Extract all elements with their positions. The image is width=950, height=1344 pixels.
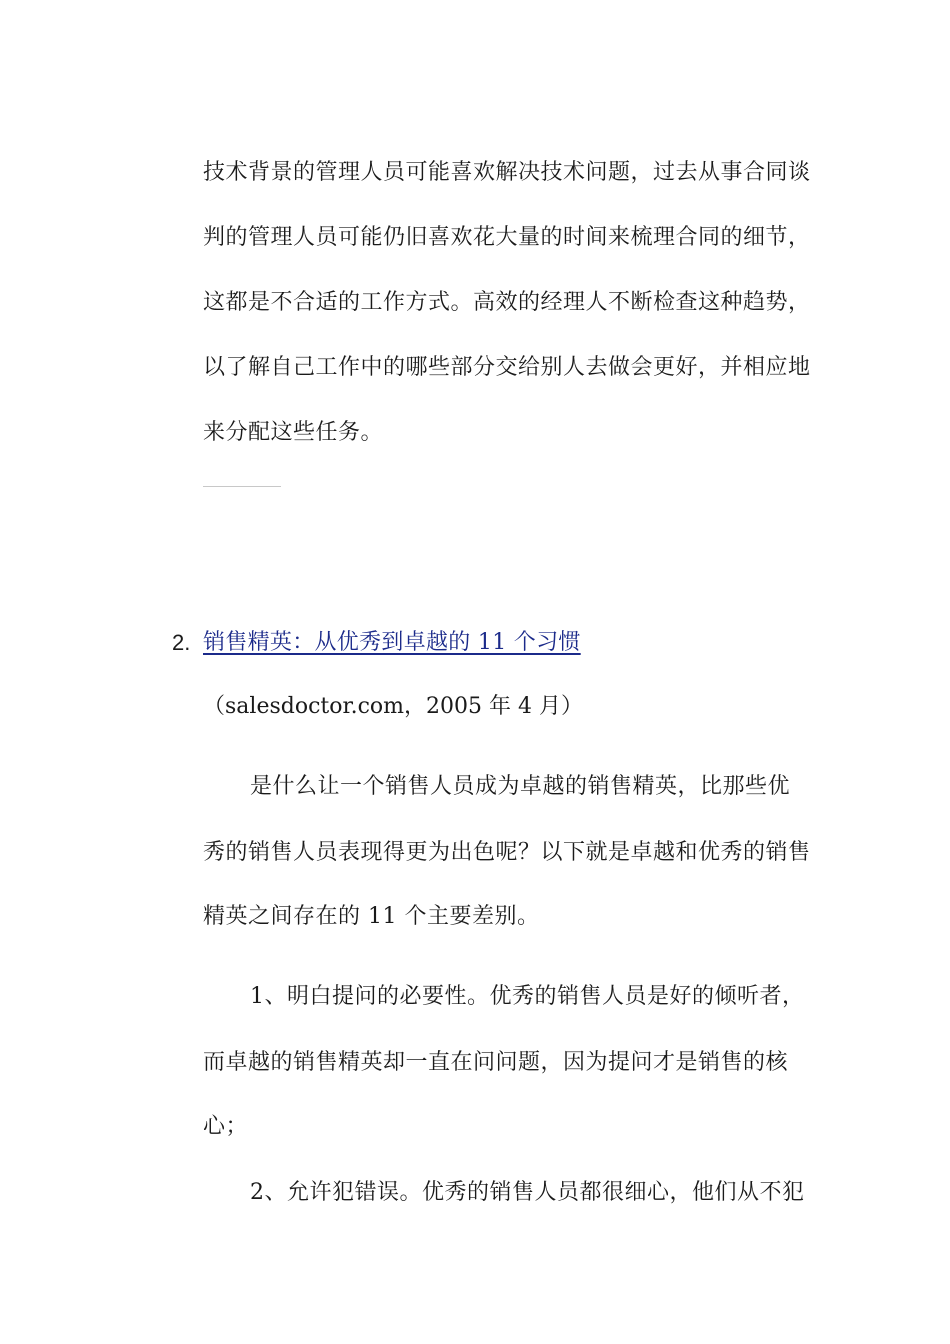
intro-line-3: 这都是不合适的工作方式。高效的经理人不断检查这种趋势，	[203, 290, 811, 315]
point1-line-2: 而卓越的销售精英却一直在问问题，因为提问才是销售的核	[203, 1050, 789, 1075]
list-item-number: 2.	[172, 630, 191, 655]
article-source: （salesdoctor.com，2005 年 4 月）	[203, 694, 583, 719]
paragraph-line-2: 秀的销售人员表现得更为出色呢？以下就是卓越和优秀的销售	[203, 840, 811, 865]
intro-line-1: 技术背景的管理人员可能喜欢解决技术问题，过去从事合同谈	[203, 160, 811, 185]
paragraph-line-1: 是什么让一个销售人员成为卓越的销售精英，比那些优	[250, 774, 791, 799]
point1-line-1: 1、明白提问的必要性。优秀的销售人员是好的倾听者，	[250, 984, 805, 1009]
intro-line-2: 判的管理人员可能仍旧喜欢花大量的时间来梳理合同的细节，	[203, 225, 811, 250]
intro-line-5: 来分配这些任务。	[203, 420, 384, 445]
point2-line-1: 2、允许犯错误。优秀的销售人员都很细心，他们从不犯	[250, 1180, 805, 1205]
divider-rule	[203, 486, 281, 487]
point1-line-3: 心；	[203, 1114, 249, 1139]
article-title-link[interactable]: 销售精英：从优秀到卓越的 11 个习惯	[203, 630, 581, 655]
paragraph-line-3: 精英之间存在的 11 个主要差别。	[203, 904, 540, 929]
intro-line-4: 以了解自己工作中的哪些部分交给别人去做会更好，并相应地	[203, 355, 811, 380]
